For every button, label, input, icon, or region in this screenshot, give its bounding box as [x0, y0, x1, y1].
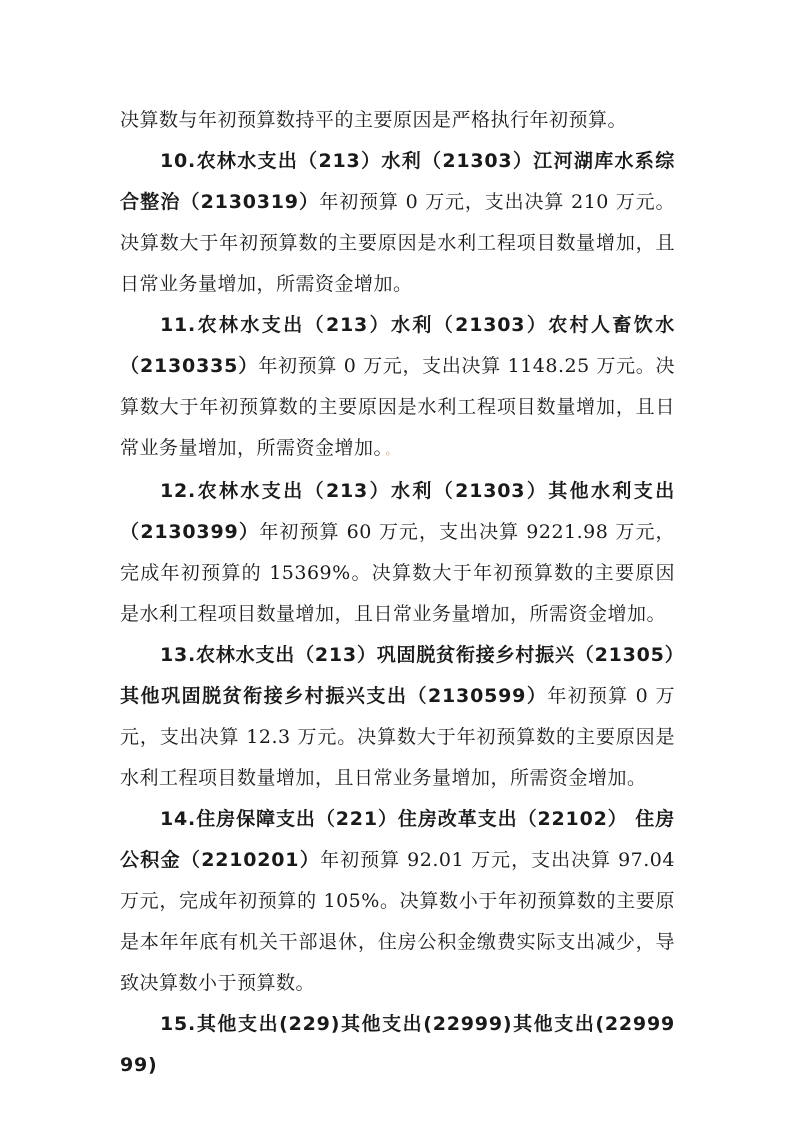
paragraph-item-11	[120, 305, 675, 471]
item-heading: 14.住房保障支出（221）住房改革支出（22102） 住房公积金（2210201）	[120, 808, 675, 871]
item-heading: 13.农林水支出（213）巩固脱贫衔接乡村振兴（21305）其他巩固脱贫衔接乡村振兴支出（2130599）	[120, 644, 675, 707]
orange-mark: 。	[385, 443, 399, 457]
item-text: 年初预算 60 万元，支出决算 9221.98 万元，完成年初预算的 15369%。决算数大于年初预算数的主要原因是水利工程项目数量增加，且日常业务量增加，所需资金增加。	[120, 521, 675, 625]
paragraph-text: 决算数与年初预算数持平的主要原因是严格执行年初预算。	[120, 109, 628, 131]
item-text: 年初预算 0 万元，支出决算 210 万元。决算数大于年初预算数的主要原因是水利工程项目数量增加，且日常业务量增加，所需资金增加。	[120, 191, 675, 295]
paragraph-continuation	[120, 100, 675, 141]
item-heading: 12.农林水支出（213）水利（21303）其他水利支出（2130399）	[120, 480, 675, 543]
item-heading: 11.农林水支出（213）水利（21303）农村人畜饮水（2130335）	[120, 314, 675, 377]
item-heading: 10.农林水支出（213）水利（21303）江河湖库水系综合整治（2130319）	[120, 150, 675, 213]
item-heading: 15.其他支出(229)其他支出(22999)其他支出(2299999)	[120, 1013, 675, 1076]
document-body	[120, 100, 675, 1086]
item-text: 年初预算 0 万元，支出决算 1148.25 万元。决算数大于年初预算数的主要原因是水利工程项目数量增加，且日常业务量增加，所需资金增加。	[120, 355, 675, 459]
item-text: 年初预算 92.01 万元，支出决算 97.04 万元，完成年初预算的 105%。决算数小于年初预算数的主要原是本年年底有机关干部退休，住房公积金缴费实际支出减少，导致决算数小于预算数。	[120, 849, 675, 994]
paragraph-item-10	[120, 141, 675, 305]
paragraph-item-15	[120, 1004, 675, 1086]
paragraph-item-12	[120, 471, 675, 635]
item-text: 年初预算 0 万元，支出决算 12.3 万元。决算数大于年初预算数的主要原因是水利工程项目数量增加，且日常业务量增加，所需资金增加。	[120, 685, 675, 789]
paragraph-item-14	[120, 799, 675, 1004]
paragraph-item-13	[120, 635, 675, 799]
